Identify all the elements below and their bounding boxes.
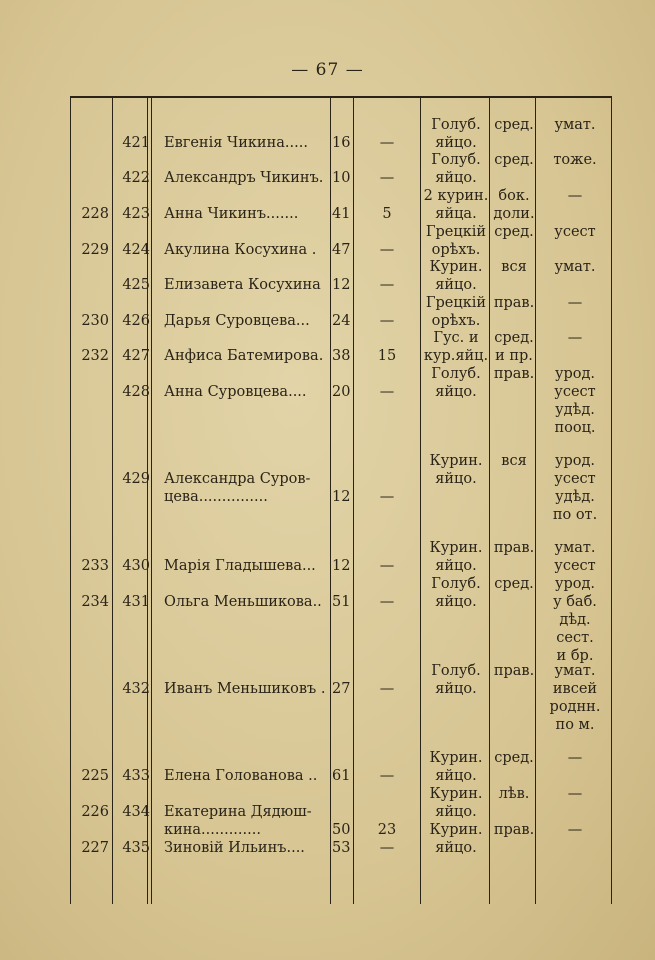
heredity-note: поoц. (554, 420, 596, 436)
heredity-note: умат. (554, 117, 596, 133)
heredity-note: удѣд. (555, 402, 595, 418)
size-description: Гус. и (433, 330, 479, 346)
age: 16 (332, 135, 351, 151)
person-name: Александра Суров- (164, 471, 311, 487)
heredity-note: — (567, 750, 583, 766)
count-value: — (379, 558, 395, 574)
heredity-note: усест (554, 224, 596, 240)
person-name: Ольга Меньшикова.. (164, 594, 322, 610)
size-description: Курин. (429, 259, 483, 275)
age: 53 (332, 840, 351, 856)
entry-number: 434 (122, 804, 150, 820)
entry-number: 431 (122, 594, 150, 610)
column-divider (330, 98, 331, 904)
size-description-2: яйцо. (435, 681, 477, 697)
age: 20 (332, 384, 351, 400)
heredity-note: роднн. (549, 699, 601, 715)
size-description-2: яйцо. (435, 558, 477, 574)
entry-number: 422 (122, 170, 150, 186)
entry-number: 421 (122, 135, 150, 151)
heredity-note: умат. (554, 663, 596, 679)
age: 41 (332, 206, 351, 222)
entry-number: 433 (122, 768, 150, 784)
heredity-note: — (567, 330, 583, 346)
size-description-2: яйцо. (435, 277, 477, 293)
entry-number: 423 (122, 206, 150, 222)
entry-number: 435 (122, 840, 150, 856)
size-description-2: яйцо. (435, 384, 477, 400)
location: сред. (494, 152, 534, 168)
age: 27 (332, 681, 351, 697)
heredity-note: и бр. (556, 648, 594, 664)
old-number: 232 (81, 348, 109, 364)
size-description-2: яйцо. (435, 471, 477, 487)
size-description: Курин. (429, 786, 483, 802)
size-description-2: орѣхъ. (431, 242, 481, 258)
size-description-2: яйца. (435, 206, 477, 222)
size-description: Курин. (429, 453, 483, 469)
location: прав. (493, 540, 535, 556)
person-name: Елизавета Косухина (164, 277, 321, 293)
person-name-continued: кина............. (164, 822, 261, 838)
heredity-note: — (567, 786, 583, 802)
location: вся (501, 453, 527, 469)
heredity-note: — (567, 822, 583, 838)
count-value: — (379, 594, 395, 610)
count-value: — (379, 681, 395, 697)
count-value: — (379, 768, 395, 784)
old-number: 230 (81, 313, 109, 329)
entry-number: 427 (122, 348, 150, 364)
size-description: Голуб. (431, 366, 481, 382)
entry-number: 426 (122, 313, 150, 329)
count-value: — (379, 135, 395, 151)
size-description-2: яйцо. (435, 840, 477, 856)
size-description: Курин. (429, 750, 483, 766)
count-value: 5 (382, 206, 392, 222)
size-description: Голуб. (431, 576, 481, 592)
size-description-2: яйцо. (435, 804, 477, 820)
person-name: Анна Чикинъ....... (164, 206, 299, 222)
heredity-note: тоже. (553, 152, 597, 168)
location: сред. (494, 576, 534, 592)
person-name: Дарья Суровцева... (164, 313, 310, 329)
person-name-continued: цева............... (164, 489, 268, 505)
person-name: Анфиса Батемирова. (164, 348, 324, 364)
location: сред. (494, 224, 534, 240)
person-name: Екатерина Дядюш- (164, 804, 312, 820)
person-name: Акулина Косухина . (164, 242, 317, 258)
heredity-note: урод. (554, 366, 596, 382)
size-description: Грецкій (425, 224, 487, 240)
count-value: — (379, 313, 395, 329)
old-number: 229 (81, 242, 109, 258)
age: 24 (332, 313, 351, 329)
heredity-note: урод. (554, 576, 596, 592)
entry-number: 424 (122, 242, 150, 258)
age: 61 (332, 768, 351, 784)
size-description: Голуб. (431, 117, 481, 133)
size-description: Грецкій (425, 295, 487, 311)
person-name: Елена Голованова .. (164, 768, 318, 784)
person-name: Зиновій Ильинъ.... (164, 840, 305, 856)
person-name: Иванъ Меньшиковъ . (164, 681, 326, 697)
person-name: Александръ Чикинъ. (164, 170, 324, 186)
person-name: Анна Суровцева.... (164, 384, 307, 400)
location: прав. (493, 663, 535, 679)
size-description: Голуб. (431, 663, 481, 679)
age: 50 (332, 822, 351, 838)
age: 12 (332, 558, 351, 574)
old-number: 234 (81, 594, 109, 610)
age: 51 (332, 594, 351, 610)
location: прав. (493, 295, 535, 311)
size-description-2: яйцо. (435, 170, 477, 186)
heredity-note: урод. (554, 453, 596, 469)
size-description: Курин. (429, 822, 483, 838)
size-description: 2 курин. (423, 188, 489, 204)
entry-number: 429 (122, 471, 150, 487)
location: сред. (494, 117, 534, 133)
location: вся (501, 259, 527, 275)
count-value: — (379, 242, 395, 258)
size-description-2: яйцо. (435, 768, 477, 784)
old-number: 225 (81, 768, 109, 784)
location: сред. и пр. (494, 330, 534, 364)
count-value: — (379, 489, 395, 505)
old-number: 233 (81, 558, 109, 574)
heredity-note: по от. (552, 507, 598, 523)
count-value: — (379, 384, 395, 400)
location: бок. доли. (493, 188, 535, 222)
age: 47 (332, 242, 351, 258)
age: 12 (332, 277, 351, 293)
heredity-note: усест (554, 471, 596, 487)
page-number: — 67 — (291, 60, 364, 80)
location: прав. (493, 822, 535, 838)
location: лѣв. (498, 786, 530, 802)
count-value: 23 (377, 822, 397, 838)
size-description: Курин. (429, 540, 483, 556)
heredity-note: у баб. (553, 594, 597, 610)
person-name: Евгенія Чикина..... (164, 135, 308, 151)
record-table (70, 96, 612, 904)
person-name: Марія Гладышева... (164, 558, 316, 574)
heredity-note: сест. (556, 630, 594, 646)
size-description-2: яйцо. (435, 594, 477, 610)
age: 12 (332, 489, 351, 505)
heredity-note: — (567, 295, 583, 311)
age: 10 (332, 170, 351, 186)
heredity-note: — (567, 188, 583, 204)
heredity-note: усест (554, 558, 596, 574)
count-value: — (379, 277, 395, 293)
heredity-note: дѣд. (559, 612, 591, 628)
size-description-2: яйцо. (435, 135, 477, 151)
heredity-note: по м. (555, 717, 595, 733)
heredity-note: удѣд. (555, 489, 595, 505)
entry-number: 428 (122, 384, 150, 400)
heredity-note: усест (554, 384, 596, 400)
heredity-note: умат. (554, 540, 596, 556)
column-divider (420, 98, 421, 904)
count-value: — (379, 840, 395, 856)
size-description: Голуб. (431, 152, 481, 168)
age: 38 (332, 348, 351, 364)
count-value: 15 (377, 348, 397, 364)
entry-number: 425 (122, 277, 150, 293)
entry-number: 432 (122, 681, 150, 697)
heredity-note: ивсей (552, 681, 598, 697)
entry-number: 430 (122, 558, 150, 574)
heredity-note: умат. (554, 259, 596, 275)
count-value: — (379, 170, 395, 186)
location: прав. (493, 366, 535, 382)
old-number: 227 (81, 840, 109, 856)
location: сред. (494, 750, 534, 766)
size-description-2: орѣхъ. (431, 313, 481, 329)
old-number: 226 (81, 804, 109, 820)
old-number: 228 (81, 206, 109, 222)
size-description-2: кур.яйц. (423, 348, 489, 364)
